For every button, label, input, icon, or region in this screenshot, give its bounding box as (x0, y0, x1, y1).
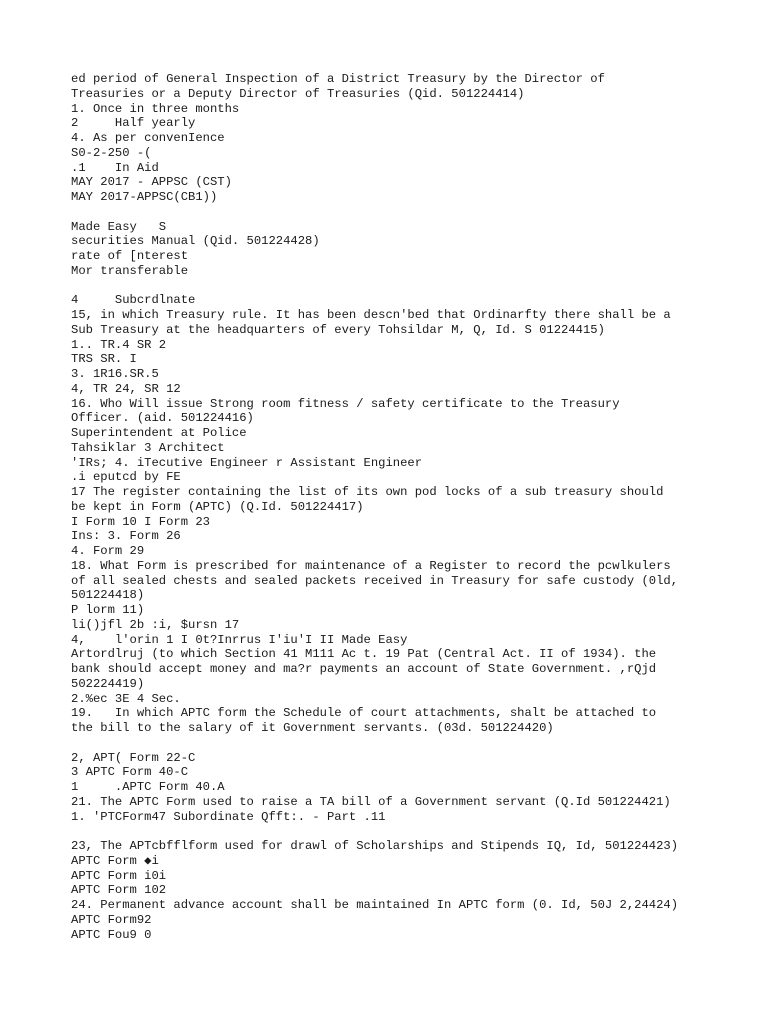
text-line: bank should accept money and ma?r payments an account of State Government. ,rQjd (71, 662, 657, 676)
text-line: 2.%ec 3E 4 Sec. (71, 691, 181, 706)
text-line: 4, TR 24, SR 12 (71, 381, 181, 396)
text-line: 4 Subcrdlnate (71, 293, 196, 308)
text-line: P lorm 11) (71, 603, 145, 617)
text-line: APTC Form ◆i (71, 853, 159, 868)
text-line: 4. Form 29 (71, 544, 145, 558)
text-line: 24. Permanent advance account shall be maintained In APTC form (0. Id, 50J 2,24424) (71, 898, 679, 912)
text-line: 'IRs; 4. iTecutive Engineer r Assistant Engineer (71, 455, 423, 470)
text-line: Tahsiklar 3 Architect (71, 440, 225, 455)
text-line: 1. Once in three months (71, 101, 240, 116)
text-line: 1.. TR.4 SR 2 (71, 337, 167, 352)
text-line: MAY 2017-APPSC(CB1)) (71, 190, 218, 204)
text-line: S0-2-250 -( (71, 145, 152, 160)
text-line: Made Easy S (71, 219, 167, 234)
text-line: I Form 10 I Form 23 (71, 514, 210, 529)
text-line: Superintendent at Police (71, 426, 247, 440)
text-line: li()jfl 2b :i, $ursn 17 (71, 617, 240, 632)
text-line: Treasuries or a Deputy Director of Treasuries (Qid. 501224414) (71, 86, 525, 101)
text-line: 3 APTC Form 40-C (71, 765, 189, 780)
text-line: 15, in which Treasury rule. It has been descn'bed that Ordinarfty there shall be a (71, 308, 671, 322)
text-line: Artordlruj (to which Section 41 M111 Ac t. 19 Pat (Central Act. II of 1934). the (71, 647, 657, 662)
text-line: 21. The APTC Form used to raise a TA bill of a Government servant (Q.Id 501224421) (71, 794, 671, 809)
text-line (71, 824, 761, 839)
text-line: 3. 1R16.SR.5 (71, 367, 159, 381)
text-line: TRS SR. I (71, 352, 137, 367)
text-line: Sub Treasury at the headquarters of every Tohsildar M, Q, Id. S 01224415) (71, 322, 605, 337)
text-line: APTC Fou9 0 (71, 927, 152, 942)
text-line: 2, APT( Form 22-C (71, 750, 196, 765)
text-line: 1 .APTC Form 40.A (71, 780, 225, 794)
text-line: .1 In Aid (71, 160, 159, 175)
text-line: Mor transferable (71, 263, 189, 278)
text-line: 2 Half yearly (71, 116, 196, 131)
text-line: 23, The APTcbfflform used for drawl of Scholarships and Stipends IQ, Id, 501224423) (71, 839, 679, 853)
text-line: MAY 2017 - APPSC (CST) (71, 175, 232, 190)
text-line: Officer. (aid. 501224416) (71, 411, 254, 426)
text-line: Ins: 3. Form 26 (71, 529, 181, 544)
text-line: 4. As per convenIence (71, 131, 225, 145)
text-line: be kept in Form (APTC) (Q.Id. 501224417) (71, 499, 364, 514)
text-line: 1. 'PTCForm47 Subordinate Qfft:. - Part .11 (71, 809, 386, 824)
text-line: rate of [nterest (71, 249, 189, 263)
text-line: of all sealed chests and sealed packets received in Treasury for safe custody (0ld, (71, 573, 679, 588)
text-line: 4, l'orin 1 I 0t?Inrrus I'iu'I II Made Easy (71, 632, 408, 647)
text-line: APTC Form92 (71, 912, 152, 927)
text-line: 17 The register containing the list of its own pod locks of a sub treasury should (71, 485, 664, 499)
document-text (71, 72, 761, 942)
text-line: 19. In which APTC form the Schedule of court attachments, shalt be attached to (71, 706, 657, 721)
text-line: 18. What Form is prescribed for maintenance of a Register to record the pcwlkulers (71, 558, 671, 573)
text-line: securities Manual (Qid. 501224428) (71, 234, 320, 249)
text-line: the bill to the salary of it Government servants. (03d. 501224420) (71, 721, 554, 735)
text-line: ed period of General Inspection of a District Treasury by the Director of (71, 72, 605, 86)
text-line: APTC Form 102 (71, 883, 167, 898)
text-line: 16. Who Will issue Strong room fitness / safety certificate to the Treasury (71, 396, 620, 411)
text-line: .i eputcd by FE (71, 470, 181, 485)
text-line: APTC Form i0i (71, 868, 167, 883)
text-line (71, 736, 761, 751)
text-line (71, 205, 761, 220)
text-line: 502224419) (71, 676, 145, 691)
text-line: 501224418) (71, 588, 145, 603)
text-line (71, 279, 761, 294)
